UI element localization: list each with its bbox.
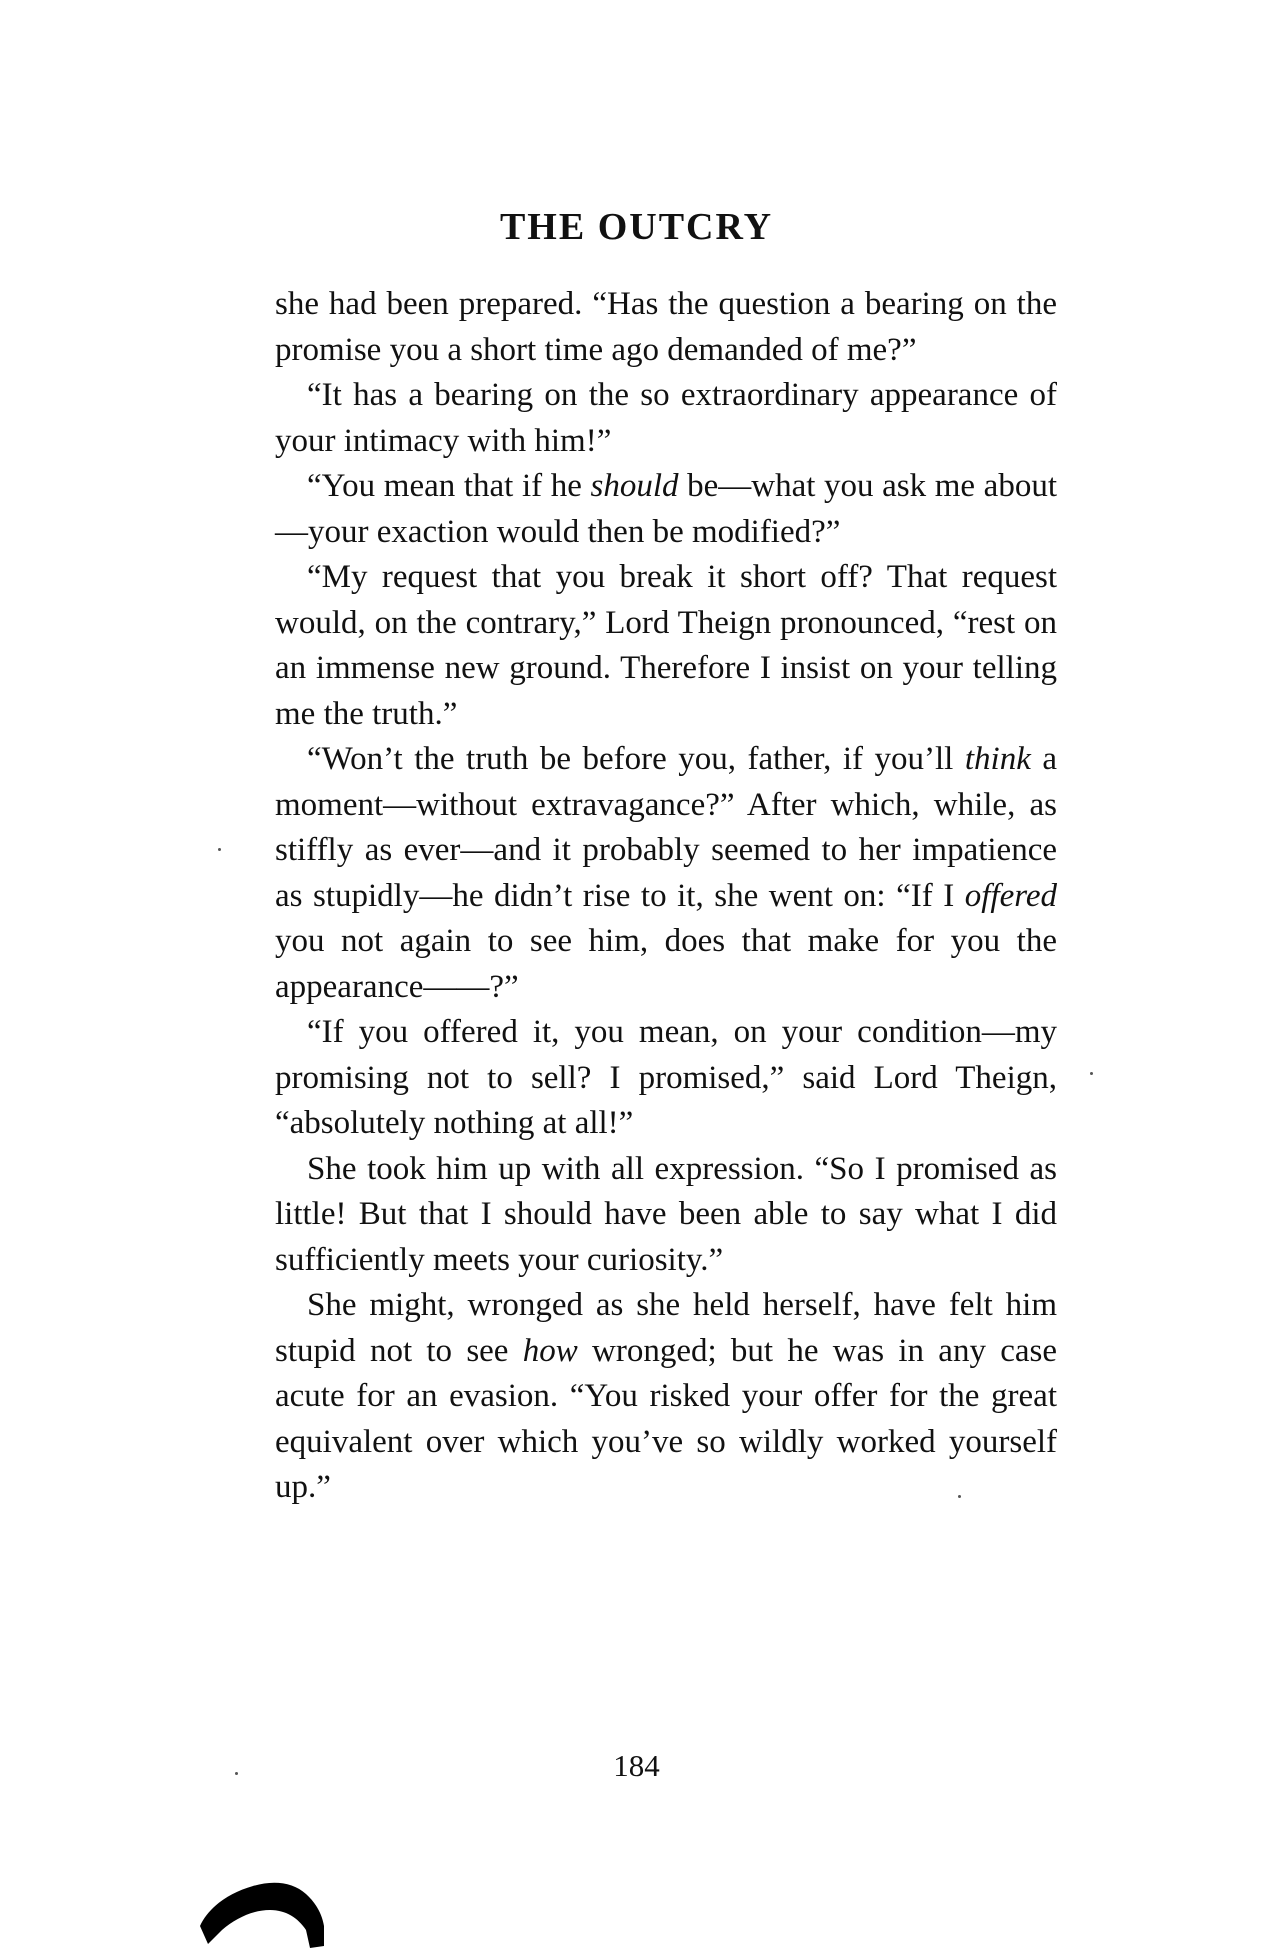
text-run: “Won’t the truth be before you, father, if you’ll <box>307 741 965 777</box>
text-run: She took him up with all expression. “So I promised as little! But that I should have been able to say what I did sufficiently meets your curiosity.” <box>275 1150 1057 1278</box>
text-run: She might, wronged as she held herself, have felt him stupid not to see <box>275 1287 1057 1369</box>
scan-speck <box>218 848 221 851</box>
paragraph <box>275 282 1057 373</box>
italic-emphasis: how <box>522 1332 578 1369</box>
paragraph <box>275 555 1057 737</box>
text-run: she had been prepared. “Has the question a bearing on the promise you a short time ago demanded of me?” <box>275 286 1057 368</box>
text-run: wronged; but he was in any case acute for an evasion. “You risked your offer for the great equivalent over which you’ve so wildly worked yourself up.” <box>275 1332 1058 1505</box>
italic-emphasis: offered <box>964 877 1057 914</box>
body-text <box>275 282 1057 1511</box>
paragraph <box>275 1147 1057 1284</box>
paragraph <box>275 373 1057 464</box>
text-run: be—what you ask me about—your exaction would then be modified?” <box>275 468 1057 550</box>
text-run: “It has a bearing on the so extraordinary appearance of your intimacy with him!” <box>275 377 1057 459</box>
paragraph <box>275 1283 1057 1511</box>
running-head: THE OUTCRY <box>499 206 774 248</box>
italic-emphasis: think <box>964 741 1031 777</box>
text-run: “If you offered it, you mean, on your condition—my promising not to sell? I promised,” said Lord Theign, “absolutely nothing at all!” <box>275 1014 1057 1141</box>
text-run: “My request that you break it short off? That request would, on the contrary,” Lord Theign pronounced, “rest on an immense new ground. Therefore I insist on your telling me the truth.” <box>275 559 1057 732</box>
text-run: “You mean that if he <box>307 468 591 504</box>
scan-speck <box>958 1495 961 1498</box>
text-run: you not again to see him, does that make for you the appearance——?” <box>275 923 1057 1005</box>
text-run: a moment—without extravagance?” After which, while, as stiffly as ever—and it probably seemed to her impatience as stupidly—he didn’t rise to it, she went on: “If I <box>275 741 1057 914</box>
paragraph <box>275 464 1057 555</box>
scan-speck <box>1090 1072 1093 1075</box>
thumb-smudge-mark <box>198 1868 328 1958</box>
paragraph <box>275 737 1057 1010</box>
italic-emphasis: should <box>590 468 679 504</box>
page-number: 184 <box>613 1748 660 1783</box>
paragraph <box>275 1010 1057 1147</box>
scan-speck <box>235 1772 238 1775</box>
